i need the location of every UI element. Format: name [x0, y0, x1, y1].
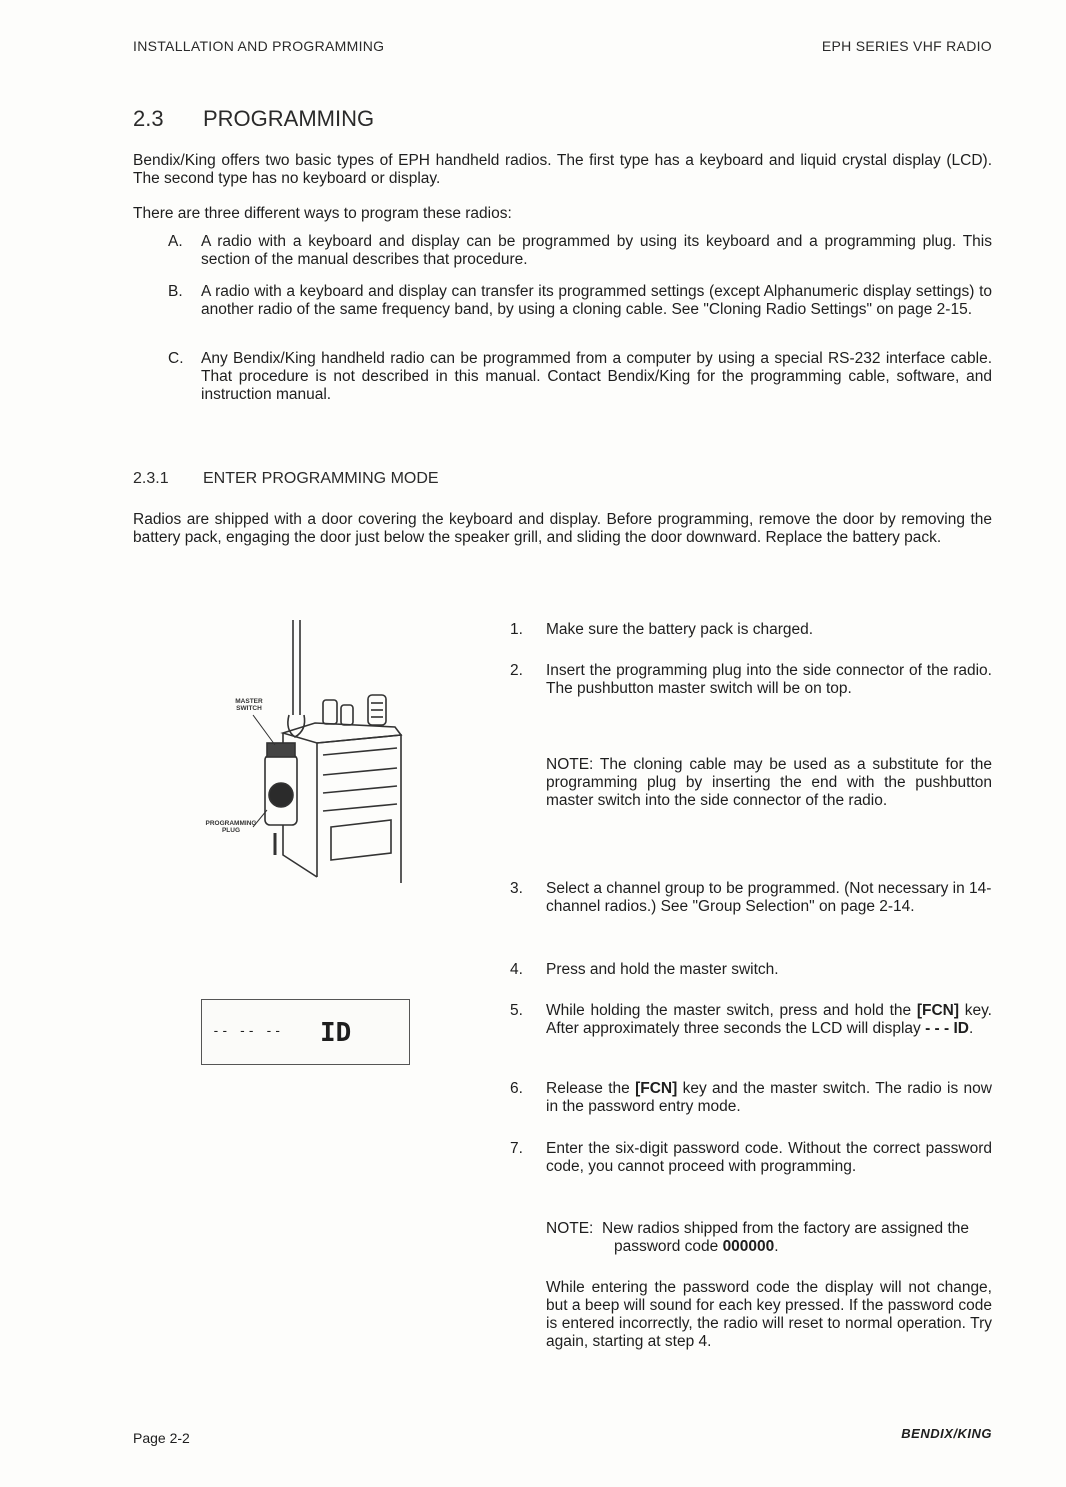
option-text: A radio with a keyboard and display can be programmed by using its keyboard and a programming plug. This section of the manual describes that procedure. — [201, 233, 992, 268]
display-id: - - - ID — [925, 1020, 969, 1037]
option-letter: B. — [168, 283, 183, 300]
lcd-dashes: -- -- -- — [212, 1024, 283, 1039]
step-text — [546, 1080, 992, 1116]
subsection-intro: Radios are shipped with a door covering the keyboard and display. Before programming, remove the door by removing the battery pack, engaging the door just below the speaker grill, and sliding the door downward. Replace the battery pack. — [133, 511, 992, 546]
radio-drawing — [205, 615, 405, 885]
step-number: 1. — [510, 621, 523, 638]
option-b — [168, 283, 992, 319]
step-text-part: key. After approximately three seconds the LCD will display — [546, 1002, 992, 1037]
lcd-display — [201, 999, 410, 1065]
step-1 — [510, 621, 992, 639]
step-text: Make sure the battery pack is charged. — [546, 621, 814, 638]
step-text: Enter the six-digit password code. Without the correct password code, you cannot proceed with programming. — [546, 1140, 992, 1175]
step-7 — [510, 1140, 992, 1176]
subsection-heading — [133, 470, 439, 488]
step-text — [546, 1002, 992, 1038]
option-a — [168, 233, 992, 269]
step-text-part: While holding the master switch, press and hold the — [546, 1002, 917, 1019]
step-number: 3. — [510, 880, 523, 897]
running-header-left: INSTALLATION AND PROGRAMMING — [133, 38, 385, 54]
note-entering: While entering the password code the display will not change, but a beep will sound for each key pressed. If the password code is entered incorrectly, the radio will reset to normal operation. Try again, starting at step 4. — [546, 1279, 992, 1350]
step-text: Select a channel group to be programmed. (Not necessary in 14-channel radios.) See "Group Selection" on page 2-14. — [546, 880, 992, 915]
step-number: 6. — [510, 1080, 523, 1097]
note-text: New radios shipped from the factory are assigned the password code — [602, 1220, 970, 1255]
programming-plug-label: PROGRAMMING PLUG — [205, 820, 257, 834]
option-letter: C. — [168, 350, 184, 367]
section-title: PROGRAMMING — [203, 106, 375, 131]
radio-illustration — [205, 615, 405, 885]
step-3 — [510, 880, 992, 916]
section-number: 2.3 — [133, 106, 164, 131]
section-heading — [133, 106, 374, 132]
step-number: 4. — [510, 961, 523, 978]
note-cloning: NOTE: The cloning cable may be used as a substitute for the programming plug by inserting the end with the pushbutton master switch into the side connector of the radio. — [546, 756, 992, 809]
step-5 — [510, 1002, 992, 1038]
step-text-part: Release the — [546, 1080, 636, 1097]
option-text: Any Bendix/King handheld radio can be programmed from a computer by using a special RS-232 interface cable. That procedure is not described in this manual. Contact Bendix/King for the programming cable, software, and instruction manual. — [201, 350, 992, 403]
step-text-part: . — [968, 1020, 974, 1037]
step-2 — [510, 662, 992, 698]
option-c — [168, 350, 992, 404]
step-4 — [510, 961, 992, 979]
page-number: Page 2-2 — [133, 1430, 190, 1446]
step-text: Insert the programming plug into the side connector of the radio. The pushbutton master switch will be on top. — [546, 662, 992, 697]
running-header-right: EPH SERIES VHF RADIO — [821, 38, 992, 54]
note-label: NOTE: — [546, 1220, 594, 1237]
fcn-key: [FCN] — [635, 1080, 678, 1097]
section-intro: Bendix/King offers two basic types of EPH handheld radios. The first type has a keyboard and liquid crystal display (LCD). The second type has no keyboard or display. — [133, 152, 992, 187]
section-lead: There are three different ways to program these radios: — [133, 205, 512, 222]
option-text: A radio with a keyboard and display can transfer its programmed settings (except Alphanumeric display settings) to another radio of the same frequency band, by using a cloning cable. See "Cloning Radio Settings" on page 2-15. — [201, 283, 992, 318]
step-number: 5. — [510, 1002, 523, 1019]
step-number: 7. — [510, 1140, 523, 1157]
note-text: . — [774, 1238, 779, 1255]
option-letter: A. — [168, 233, 183, 250]
lcd-code: ID — [320, 1018, 352, 1048]
step-6 — [510, 1080, 992, 1116]
password-code: 000000 — [722, 1238, 775, 1255]
step-number: 2. — [510, 662, 523, 679]
subsection-number: 2.3.1 — [133, 470, 169, 487]
subsection-title: ENTER PROGRAMMING MODE — [203, 470, 439, 487]
master-switch-label: MASTER SWITCH — [235, 698, 263, 712]
fcn-key: [FCN] — [916, 1002, 960, 1019]
step-text-part: key and the master switch. The radio is now in the password entry mode. — [546, 1080, 992, 1115]
footer-brand: BENDIX/KING — [901, 1426, 992, 1441]
step-text: Press and hold the master switch. — [546, 961, 779, 978]
note-password — [546, 1220, 992, 1256]
